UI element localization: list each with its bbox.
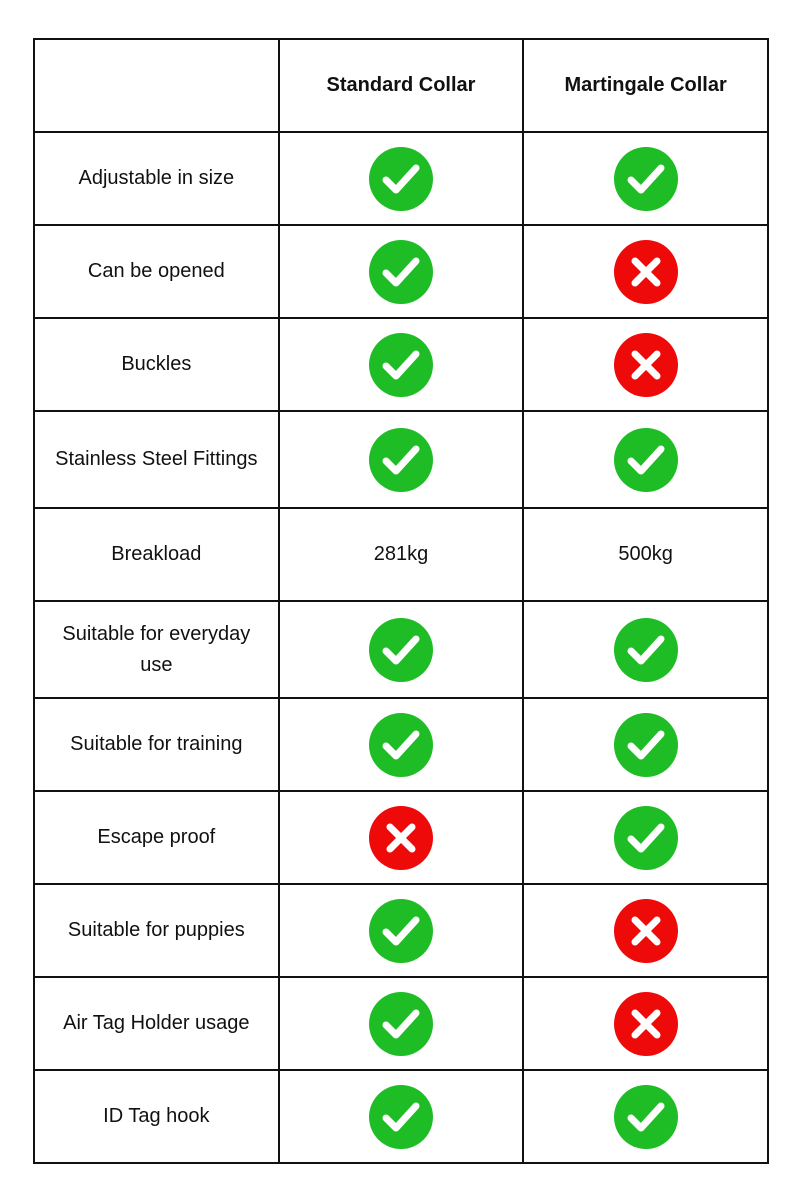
- martingale-value-cell: [523, 884, 768, 977]
- check-icon: [614, 806, 678, 870]
- check-icon: [369, 992, 433, 1056]
- feature-label: Breakload: [34, 508, 279, 601]
- table-row: [34, 698, 768, 791]
- check-icon: [369, 147, 433, 211]
- martingale-value-cell: [523, 601, 768, 698]
- header-row: [34, 39, 768, 132]
- martingale-value-cell: [523, 791, 768, 884]
- feature-label: Suitable for everyday use: [34, 601, 279, 698]
- table-row: [34, 601, 768, 698]
- check-icon: [369, 713, 433, 777]
- check-icon: [614, 713, 678, 777]
- check-icon: [614, 618, 678, 682]
- standard-value-cell: [279, 132, 524, 225]
- check-icon: [369, 899, 433, 963]
- feature-label: ID Tag hook: [34, 1070, 279, 1163]
- check-icon: [369, 428, 433, 492]
- check-icon: [614, 428, 678, 492]
- standard-value-cell: [279, 884, 524, 977]
- feature-label: Can be opened: [34, 225, 279, 318]
- check-icon: [369, 333, 433, 397]
- table-row: [34, 132, 768, 225]
- comparison-table: [33, 38, 769, 1164]
- martingale-value-cell: [523, 411, 768, 508]
- feature-label: Stainless Steel Fittings: [34, 411, 279, 508]
- table-row: [34, 884, 768, 977]
- standard-value-cell: [279, 791, 524, 884]
- standard-value-cell: [279, 318, 524, 411]
- martingale-value-cell: [523, 977, 768, 1070]
- standard-value-cell: [279, 601, 524, 698]
- column-header-martingale-collar: Martingale Collar: [523, 39, 768, 132]
- feature-label: Suitable for training: [34, 698, 279, 791]
- table-row: [34, 1070, 768, 1163]
- standard-value-cell: [279, 411, 524, 508]
- cross-icon: [614, 992, 678, 1056]
- martingale-value-cell: [523, 318, 768, 411]
- cross-icon: [614, 899, 678, 963]
- cross-icon: [614, 333, 678, 397]
- column-header-standard-collar: Standard Collar: [279, 39, 524, 132]
- feature-label: Air Tag Holder usage: [34, 977, 279, 1070]
- feature-label: Suitable for puppies: [34, 884, 279, 977]
- feature-label: Escape proof: [34, 791, 279, 884]
- check-icon: [614, 147, 678, 211]
- table-row: [34, 791, 768, 884]
- cross-icon: [369, 806, 433, 870]
- table-row: [34, 318, 768, 411]
- martingale-value-cell: [523, 698, 768, 791]
- check-icon: [369, 240, 433, 304]
- check-icon: [369, 1085, 433, 1149]
- martingale-breakload-value: 500kg: [523, 508, 768, 601]
- standard-value-cell: [279, 1070, 524, 1163]
- feature-label: Buckles: [34, 318, 279, 411]
- corner-cell: [34, 39, 279, 132]
- martingale-value-cell: [523, 132, 768, 225]
- feature-label: Adjustable in size: [34, 132, 279, 225]
- standard-value-cell: [279, 977, 524, 1070]
- check-icon: [369, 618, 433, 682]
- standard-breakload-value: 281kg: [279, 508, 524, 601]
- martingale-value-cell: [523, 225, 768, 318]
- table-row: [34, 977, 768, 1070]
- cross-icon: [614, 240, 678, 304]
- standard-value-cell: [279, 225, 524, 318]
- check-icon: [614, 1085, 678, 1149]
- standard-value-cell: [279, 698, 524, 791]
- table-row: [34, 225, 768, 318]
- martingale-value-cell: [523, 1070, 768, 1163]
- table-row: [34, 508, 768, 601]
- table-row: [34, 411, 768, 508]
